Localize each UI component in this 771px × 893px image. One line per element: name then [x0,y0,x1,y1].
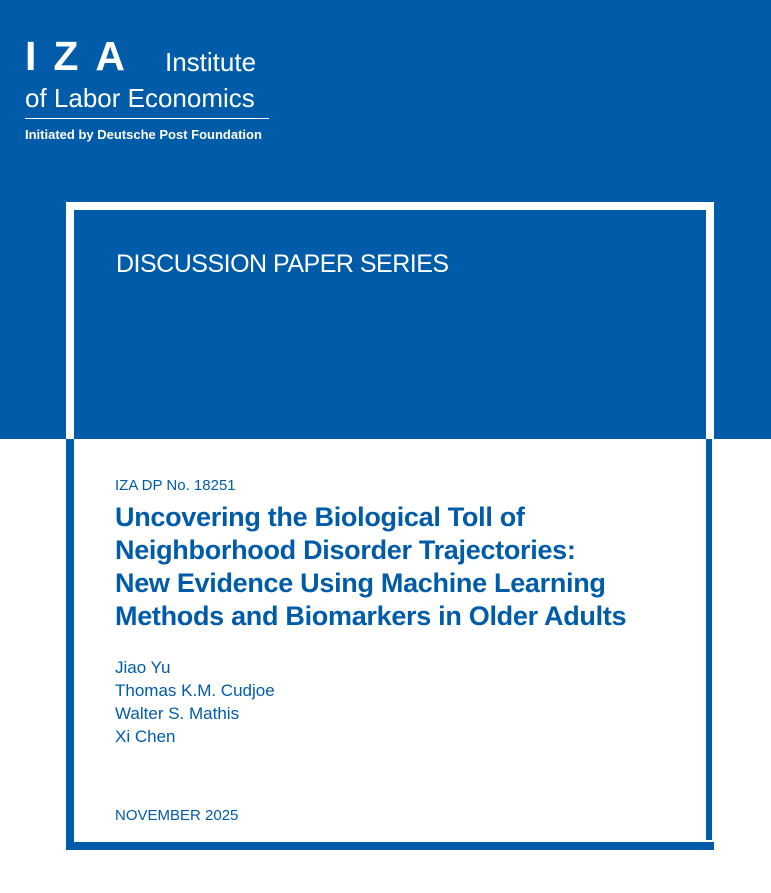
author-name: Xi Chen [115,727,176,746]
author-name: Jiao Yu [115,658,171,677]
logo-letters: IZA [25,33,143,79]
publication-date: NOVEMBER 2025 [115,807,239,824]
author-name: Thomas K.M. Cudjoe [115,681,275,700]
series-title: DISCUSSION PAPER SERIES [116,250,449,278]
paper-title [115,501,695,633]
author-list [115,656,275,748]
paper-title-line: Uncovering the Biological Toll of [115,502,525,532]
paper-title-line: Methods and Biomarkers in Older Adults [115,601,627,631]
paper-number: IZA DP No. 18251 [115,477,236,494]
logo-tagline: Initiated by Deutsche Post Foundation [25,127,262,142]
paper-title-line: Neighborhood Disorder Trajectories: [115,535,576,565]
logo-institute-text: Institute [165,47,257,77]
logo-divider [25,118,269,119]
frame-inner-rule [82,439,714,842]
paper-title-line: New Evidence Using Machine Learning [115,568,606,598]
logo-labor-economics-text: of Labor Economics [25,83,255,113]
author-name: Walter S. Mathis [115,704,240,723]
